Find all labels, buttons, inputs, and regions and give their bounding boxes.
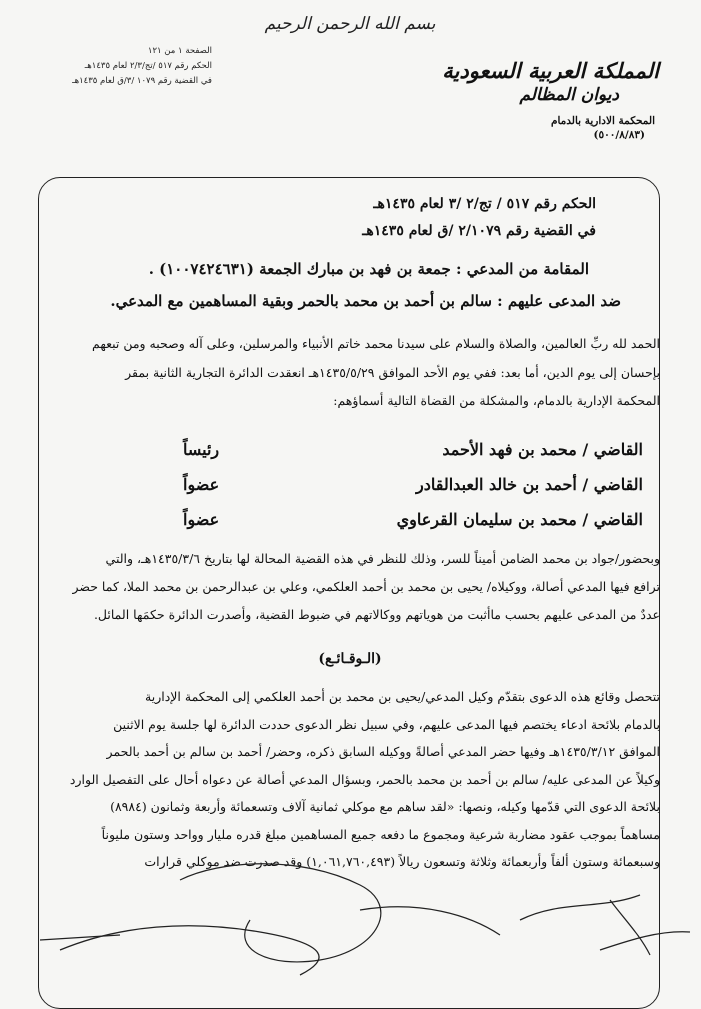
court-name: المحكمة الادارية بالدمام	[550, 115, 655, 127]
judge-name: القاضي / محمد بن فهد الأحمد	[442, 440, 643, 459]
ruling-number: الحكم رقم ٥١٧ / تج/٢ /٣ لعام ١٤٣٥هـ	[373, 196, 596, 212]
kingdom-name: المملكة العربية السعودية	[442, 58, 659, 83]
judge-name: القاضي / أحمد بن خالد العبدالقادر	[416, 475, 643, 494]
paragraph-line: بلائحة الدعوى التي قدّمها وكيله، ونصها: «لقد ساهم مع موكلي ثمانية آلاف وتسعمائة وأربعة وثمانون (٨٩٨٤)	[110, 799, 660, 814]
paragraph-line: ترافع فيها المدعي أصالة، ووكيلاه/ يحيى بن محمد بن أحمد العلكمي، وعلي بن عبدالرحمن بن محمد الملا، كما حضر	[72, 579, 660, 594]
defendant-line: ضد المدعى عليهم : سالم بن أحمد بن محمد بالحمر وبقية المساهمين مع المدعي.	[110, 292, 621, 310]
case-number: في القضية رقم ٢/١٠٧٩ /ق لعام ١٤٣٥هـ	[362, 223, 596, 239]
paragraph-line: بالدمام بلائحة ادعاء يختصم فيها المدعى عليهم، وفي سبيل نظر الدعوى حددت الدائرة لها جلسة يوم الاثنين	[113, 716, 660, 732]
paragraph-line: الحمد لله ربِّ العالمين، والصلاة والسلام على سيدنا محمد خاتم الأنبياء والمرسلين، وعلى آله وصحبه ومن تبعهم	[92, 336, 660, 351]
paragraph-line: بإحسان إلى يوم الدين، أما بعد: ففي يوم الأحد الموافق ١٤٣٥/٥/٢٩هـ انعقدت الدائرة التجارية الثانية بمقر	[125, 364, 660, 380]
paragraph-line: مساهماً بموجب عقود مضاربة شرعية ومجموع ما دفعه جميع المساهمين مبلغ قدره مليار وواحد وستون مليوناً	[101, 826, 660, 842]
judge-role: عضواً	[183, 510, 220, 529]
judge-row	[183, 440, 643, 459]
paragraph-line: وسبعمائة وستون ألفاً وأربعمائة وثلاثة وتسعون ريالاً (١,٠٦١,٧٦٠,٤٩٣) وقد صدرت ضد موكلي قرارات	[144, 854, 660, 869]
paragraph-line: الموافق ١٤٣٥/٣/١٢هـ وفيها حضر المدعي أصالةً ووكيله السابق ذكره، وحضر/ أحمد بن سالم بن أحمد بالحمر	[106, 744, 660, 759]
plaintiff-line: المقامة من المدعي : جمعة بن فهد بن مبارك الجمعة (١٠٠٧٤٢٤٦٣١) .	[148, 260, 589, 278]
paragraph-line: وكيلاً عن المدعى عليه/ سالم بن أحمد بن محمد بالحمر، وبسؤال المدعي أصالة عن دعواه أحال على التفصيل الوارد	[69, 771, 660, 787]
letterhead	[442, 58, 659, 141]
page-reference-block	[52, 44, 212, 89]
case-reference: في القضية رقم ١٠٧٩ /٣/ق لعام ١٤٣٥هـ	[72, 76, 212, 86]
paragraph-line: وبحضور/جواد بن محمد الضامن أميناً للسر، وذلك للنظر في هذه القضية المحالة لها بتاريخ ١٤٣٥/٣/٦هـ، والتي	[105, 551, 660, 566]
judge-role: رئيساً	[183, 440, 220, 459]
paragraph-line: المحكمة الإدارية بالدمام، والمشكلة من القضاة التالية أسماؤهم:	[333, 393, 660, 408]
intro-paragraph	[60, 330, 660, 416]
attendance-paragraph	[60, 545, 660, 629]
judge-row	[183, 475, 643, 494]
paragraph-line: تتحصل وقائع هذه الدعوى بتقدّم وكيل المدعي/يحيى بن محمد بن أحمد العلكمي إلى المحكمة الإدارية	[145, 689, 660, 704]
basmala-calligraphy: بسم الله الرحمن الرحيم	[264, 14, 436, 34]
diwan-name: ديوان المظالم	[519, 85, 619, 105]
paragraph-line: عددٌ من المدعى عليهم بحسب ماأثبت من هوياتهم ووكالاتهم في ضبوط القضية، وأصدرت الدائرة حكمَها المائل.	[93, 607, 660, 622]
page-number: الصفحة ١ من ١٢١	[147, 46, 212, 56]
handwritten-signatures	[0, 840, 701, 988]
facts-heading: (الـوقـائـع)	[318, 651, 382, 667]
judge-name: القاضي / محمد بن سليمان القرعاوي	[396, 510, 643, 529]
ruling-reference: الحكم رقم ٥١٧ /تج/٢/٣ لعام ١٤٣٥هـ	[84, 61, 212, 71]
form-number: (٥٠٠/٨/٨٣)	[593, 129, 645, 141]
judge-role: عضواً	[183, 475, 220, 494]
judge-row	[183, 510, 643, 529]
